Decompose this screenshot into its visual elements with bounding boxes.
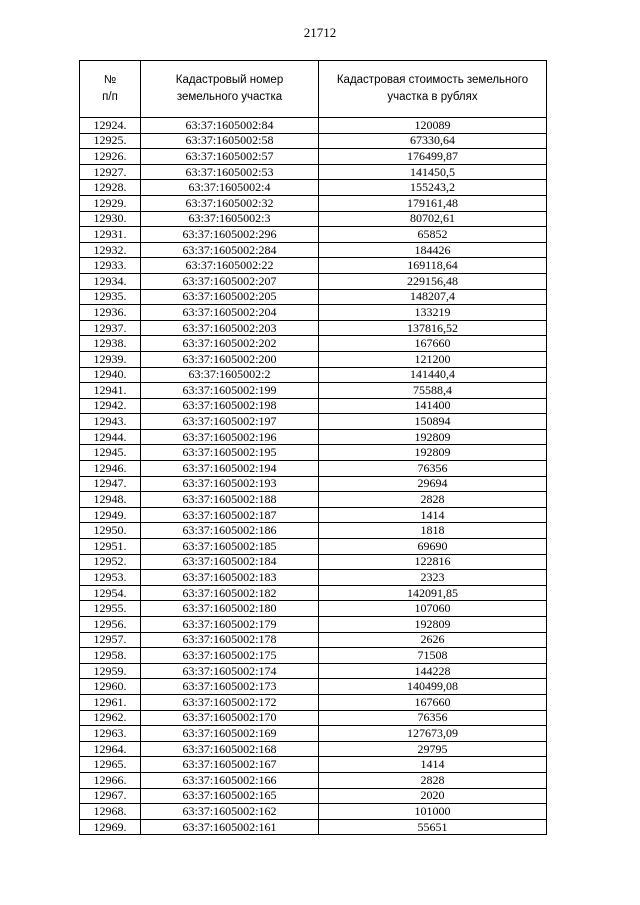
cell-row-number: 12964. xyxy=(80,741,141,757)
cell-row-number: 12934. xyxy=(80,273,141,289)
cell-row-number: 12955. xyxy=(80,601,141,617)
table-row xyxy=(80,710,547,726)
table-row xyxy=(80,429,547,445)
cell-cadastral-number: 63:37:1605002:174 xyxy=(141,663,319,679)
cell-cadastral-number: 63:37:1605002:197 xyxy=(141,414,319,430)
table-row xyxy=(80,772,547,788)
cell-row-number: 12956. xyxy=(80,617,141,633)
cell-cadastral-value: 141400 xyxy=(319,398,547,414)
cell-row-number: 12927. xyxy=(80,164,141,180)
cell-cadastral-number: 63:37:1605002:22 xyxy=(141,258,319,274)
table-row xyxy=(80,227,547,243)
cell-cadastral-number: 63:37:1605002:183 xyxy=(141,570,319,586)
cell-cadastral-value: 29795 xyxy=(319,741,547,757)
cell-row-number: 12937. xyxy=(80,320,141,336)
cell-cadastral-value: 155243,2 xyxy=(319,180,547,196)
cell-cadastral-value: 142091,85 xyxy=(319,585,547,601)
header-number: № п/п xyxy=(80,61,141,118)
cell-row-number: 12969. xyxy=(80,819,141,835)
cell-cadastral-number: 63:37:1605002:53 xyxy=(141,164,319,180)
cell-row-number: 12962. xyxy=(80,710,141,726)
cell-cadastral-value: 55651 xyxy=(319,819,547,835)
cell-row-number: 12961. xyxy=(80,694,141,710)
cell-cadastral-number: 63:37:1605002:170 xyxy=(141,710,319,726)
cell-cadastral-value: 169118,64 xyxy=(319,258,547,274)
cell-row-number: 12928. xyxy=(80,180,141,196)
cell-cadastral-value: 1414 xyxy=(319,507,547,523)
page-number: 21712 xyxy=(303,25,337,40)
cell-cadastral-number: 63:37:1605002:173 xyxy=(141,679,319,695)
cell-row-number: 12942. xyxy=(80,398,141,414)
cell-cadastral-value: 1414 xyxy=(319,757,547,773)
table-row xyxy=(80,554,547,570)
cadastral-value-table xyxy=(79,60,547,835)
cell-cadastral-number: 63:37:1605002:185 xyxy=(141,539,319,555)
cell-cadastral-value: 2828 xyxy=(319,772,547,788)
cell-cadastral-value: 120089 xyxy=(319,118,547,134)
cell-cadastral-value: 192809 xyxy=(319,445,547,461)
table-row xyxy=(80,539,547,555)
cell-cadastral-value: 2323 xyxy=(319,570,547,586)
cell-cadastral-number: 63:37:1605002:198 xyxy=(141,398,319,414)
table-row xyxy=(80,320,547,336)
table-row xyxy=(80,663,547,679)
cell-cadastral-number: 63:37:1605002:178 xyxy=(141,632,319,648)
table-row xyxy=(80,741,547,757)
table-row xyxy=(80,570,547,586)
cell-cadastral-number: 63:37:1605002:182 xyxy=(141,585,319,601)
cell-cadastral-value: 179161,48 xyxy=(319,195,547,211)
cell-cadastral-value: 176499,87 xyxy=(319,149,547,165)
cell-cadastral-value: 107060 xyxy=(319,601,547,617)
cell-cadastral-number: 63:37:1605002:172 xyxy=(141,694,319,710)
table-row xyxy=(80,507,547,523)
cell-cadastral-number: 63:37:1605002:168 xyxy=(141,741,319,757)
table-row xyxy=(80,788,547,804)
cell-cadastral-number: 63:37:1605002:180 xyxy=(141,601,319,617)
cell-row-number: 12925. xyxy=(80,133,141,149)
cell-cadastral-value: 101000 xyxy=(319,804,547,820)
cell-cadastral-number: 63:37:1605002:196 xyxy=(141,429,319,445)
cell-cadastral-value: 71508 xyxy=(319,648,547,664)
cell-cadastral-value: 141440,4 xyxy=(319,367,547,383)
cell-row-number: 12946. xyxy=(80,461,141,477)
table-row xyxy=(80,164,547,180)
cell-cadastral-value: 76356 xyxy=(319,710,547,726)
cell-row-number: 12931. xyxy=(80,227,141,243)
cell-cadastral-value: 1818 xyxy=(319,523,547,539)
cell-cadastral-value: 2020 xyxy=(319,788,547,804)
cell-row-number: 12965. xyxy=(80,757,141,773)
cell-row-number: 12967. xyxy=(80,788,141,804)
table-row xyxy=(80,461,547,477)
cell-cadastral-number: 63:37:1605002:57 xyxy=(141,149,319,165)
table-row xyxy=(80,118,547,134)
table-row xyxy=(80,445,547,461)
table-row xyxy=(80,336,547,352)
cell-row-number: 12947. xyxy=(80,476,141,492)
table-row xyxy=(80,180,547,196)
cell-cadastral-number: 63:37:1605002:195 xyxy=(141,445,319,461)
cell-cadastral-value: 192809 xyxy=(319,429,547,445)
table-row xyxy=(80,617,547,633)
cell-cadastral-value: 167660 xyxy=(319,694,547,710)
cell-cadastral-value: 148207,4 xyxy=(319,289,547,305)
table-row xyxy=(80,383,547,399)
cell-cadastral-value: 184426 xyxy=(319,242,547,258)
cell-cadastral-number: 63:37:1605002:2 xyxy=(141,367,319,383)
cell-cadastral-number: 63:37:1605002:4 xyxy=(141,180,319,196)
table-row xyxy=(80,694,547,710)
cell-cadastral-value: 150894 xyxy=(319,414,547,430)
cell-cadastral-number: 63:37:1605002:167 xyxy=(141,757,319,773)
table-row xyxy=(80,195,547,211)
cell-cadastral-number: 63:37:1605002:184 xyxy=(141,554,319,570)
table-row xyxy=(80,258,547,274)
cell-cadastral-number: 63:37:1605002:207 xyxy=(141,273,319,289)
table-header-row xyxy=(80,61,547,118)
cell-cadastral-number: 63:37:1605002:203 xyxy=(141,320,319,336)
cell-cadastral-value: 141450,5 xyxy=(319,164,547,180)
cell-cadastral-value: 29694 xyxy=(319,476,547,492)
table-row xyxy=(80,819,547,835)
cell-cadastral-value: 144228 xyxy=(319,663,547,679)
cell-row-number: 12949. xyxy=(80,507,141,523)
cell-cadastral-number: 63:37:1605002:162 xyxy=(141,804,319,820)
cell-row-number: 12948. xyxy=(80,492,141,508)
table-row xyxy=(80,289,547,305)
cell-cadastral-number: 63:37:1605002:284 xyxy=(141,242,319,258)
table-row xyxy=(80,133,547,149)
cell-cadastral-value: 76356 xyxy=(319,461,547,477)
cell-cadastral-value: 2626 xyxy=(319,632,547,648)
cell-cadastral-value: 167660 xyxy=(319,336,547,352)
cell-cadastral-number: 63:37:1605002:296 xyxy=(141,227,319,243)
cell-row-number: 12960. xyxy=(80,679,141,695)
cell-cadastral-number: 63:37:1605002:205 xyxy=(141,289,319,305)
cell-cadastral-value: 192809 xyxy=(319,617,547,633)
cell-cadastral-number: 63:37:1605002:84 xyxy=(141,118,319,134)
cell-row-number: 12957. xyxy=(80,632,141,648)
cell-row-number: 12953. xyxy=(80,570,141,586)
header-cadastral-number: Кадастровый номер земельного участка xyxy=(141,61,319,118)
cell-cadastral-value: 137816,52 xyxy=(319,320,547,336)
cell-row-number: 12959. xyxy=(80,663,141,679)
table-row xyxy=(80,211,547,227)
cell-row-number: 12924. xyxy=(80,118,141,134)
cell-cadastral-number: 63:37:1605002:204 xyxy=(141,305,319,321)
cell-cadastral-value: 127673,09 xyxy=(319,726,547,742)
table-row xyxy=(80,632,547,648)
cell-cadastral-number: 63:37:1605002:179 xyxy=(141,617,319,633)
table-row xyxy=(80,367,547,383)
header-cadastral-value: Кадастровая стоимость земельного участка в рублях xyxy=(319,61,547,118)
cell-cadastral-number: 63:37:1605002:175 xyxy=(141,648,319,664)
table-row xyxy=(80,804,547,820)
cell-cadastral-value: 75588,4 xyxy=(319,383,547,399)
cell-row-number: 12930. xyxy=(80,211,141,227)
cell-row-number: 12929. xyxy=(80,195,141,211)
cell-cadastral-number: 63:37:1605002:194 xyxy=(141,461,319,477)
cell-row-number: 12940. xyxy=(80,367,141,383)
cell-cadastral-value: 121200 xyxy=(319,351,547,367)
cell-cadastral-value: 65852 xyxy=(319,227,547,243)
table-row xyxy=(80,648,547,664)
cell-cadastral-number: 63:37:1605002:169 xyxy=(141,726,319,742)
cell-cadastral-number: 63:37:1605002:165 xyxy=(141,788,319,804)
cell-cadastral-number: 63:37:1605002:188 xyxy=(141,492,319,508)
table-row xyxy=(80,242,547,258)
cell-row-number: 12944. xyxy=(80,429,141,445)
table-row xyxy=(80,492,547,508)
cell-row-number: 12926. xyxy=(80,149,141,165)
cell-row-number: 12939. xyxy=(80,351,141,367)
cell-cadastral-number: 63:37:1605002:187 xyxy=(141,507,319,523)
cell-cadastral-value: 122816 xyxy=(319,554,547,570)
table-row xyxy=(80,476,547,492)
cell-cadastral-number: 63:37:1605002:58 xyxy=(141,133,319,149)
cell-row-number: 12952. xyxy=(80,554,141,570)
cell-row-number: 12968. xyxy=(80,804,141,820)
table-row xyxy=(80,414,547,430)
cell-row-number: 12950. xyxy=(80,523,141,539)
table-row xyxy=(80,351,547,367)
cell-cadastral-value: 80702,61 xyxy=(319,211,547,227)
cell-cadastral-value: 140499,08 xyxy=(319,679,547,695)
cell-cadastral-number: 63:37:1605002:200 xyxy=(141,351,319,367)
cell-cadastral-number: 63:37:1605002:161 xyxy=(141,819,319,835)
table-row xyxy=(80,398,547,414)
cell-row-number: 12936. xyxy=(80,305,141,321)
cell-cadastral-value: 133219 xyxy=(319,305,547,321)
cell-row-number: 12958. xyxy=(80,648,141,664)
cell-cadastral-value: 229156,48 xyxy=(319,273,547,289)
cell-row-number: 12935. xyxy=(80,289,141,305)
cell-row-number: 12945. xyxy=(80,445,141,461)
table-row xyxy=(80,273,547,289)
cell-row-number: 12938. xyxy=(80,336,141,352)
table-row xyxy=(80,523,547,539)
cell-row-number: 12963. xyxy=(80,726,141,742)
cell-cadastral-number: 63:37:1605002:32 xyxy=(141,195,319,211)
table-row xyxy=(80,679,547,695)
table-row xyxy=(80,305,547,321)
cell-row-number: 12951. xyxy=(80,539,141,555)
cell-cadastral-number: 63:37:1605002:199 xyxy=(141,383,319,399)
cell-cadastral-number: 63:37:1605002:193 xyxy=(141,476,319,492)
table-row xyxy=(80,585,547,601)
cell-cadastral-value: 69690 xyxy=(319,539,547,555)
cell-row-number: 12941. xyxy=(80,383,141,399)
cell-cadastral-number: 63:37:1605002:166 xyxy=(141,772,319,788)
table-row xyxy=(80,757,547,773)
cell-cadastral-number: 63:37:1605002:202 xyxy=(141,336,319,352)
cell-cadastral-number: 63:37:1605002:3 xyxy=(141,211,319,227)
cell-row-number: 12943. xyxy=(80,414,141,430)
cell-cadastral-value: 67330,64 xyxy=(319,133,547,149)
cell-row-number: 12932. xyxy=(80,242,141,258)
cell-row-number: 12966. xyxy=(80,772,141,788)
table-row xyxy=(80,726,547,742)
cell-cadastral-value: 2828 xyxy=(319,492,547,508)
table-row xyxy=(80,149,547,165)
cell-cadastral-number: 63:37:1605002:186 xyxy=(141,523,319,539)
table-row xyxy=(80,601,547,617)
cell-row-number: 12933. xyxy=(80,258,141,274)
cell-row-number: 12954. xyxy=(80,585,141,601)
